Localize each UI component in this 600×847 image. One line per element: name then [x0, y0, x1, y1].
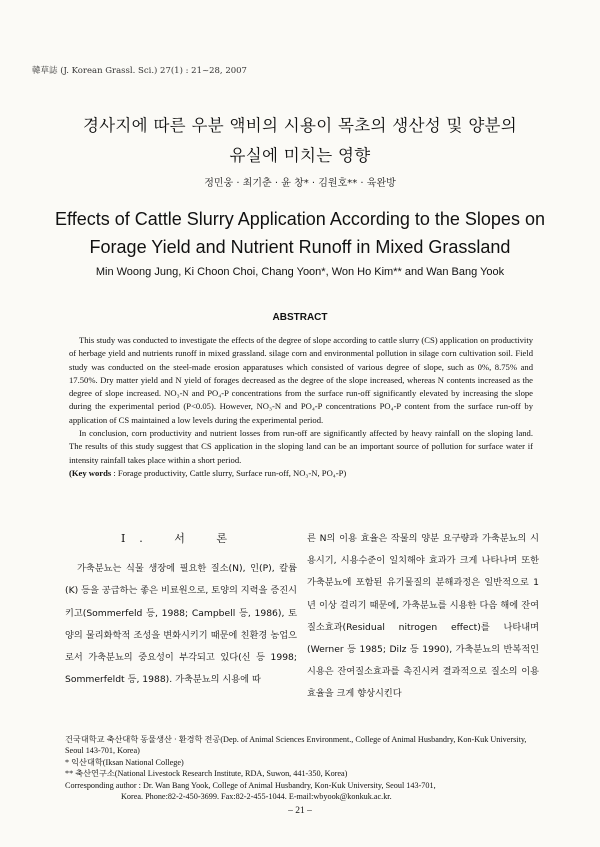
- left-column-text: 가축분뇨는 식물 생장에 필요한 질소(N), 인(P), 칼륨(K) 등을 공급하는 좋은 비료원으로, 토양의 지력을 증진시키고(Sommerfeld 등, 1988; Campbell 등, 1986), 토양의 물리화학적 조성을 변화시키기 때문에 친환경 농업으로서 가축분뇨의 중요성이 부각되고 있다(신 등 1998; Sommerfeldt 등, 1988). 가축분뇨의 시용에 따: [65, 563, 297, 686]
- keywords-text: : Forage productivity, Cattle slurry, Surface run-off, NO₃-N, PO₄-P): [111, 467, 347, 478]
- korean-title-line2: 유실에 미치는 영향: [229, 146, 371, 165]
- english-authors: Min Woong Jung, Ki Choon Choi, Chang Yoon*, Won Ho Kim** and Wan Bang Yook: [95, 266, 505, 278]
- footnotes: [65, 734, 545, 802]
- abstract-paragraph-1: This study was conducted to investigate the effects of the degree of slope according to cattle slurry (CS) application on productivity of herbage yield and nutrients runoff in mixed grassland. silage corn and environmental pollution in silage corn cultivation soil. Field study was conducted on the steel-made erosion apparatuses which consisted of various degree of slope, such as 0%, 8.75% and 17.50%. Dry matter yield and N yield of forages decreased as the degree of the slope increased, whereas N contents increased as the degree of slope increased. NO₃-N and PO₄-P concentrations from the surface run-off significantly elevated by increasing the slope during the experimental period (P<0.05). However, NO₃-N and PO₄-P concentrations PO₄-P content from the surface run-off by application of CS maintained a low levels during the experimental period.: [69, 335, 533, 425]
- footnote-nlri: ** 축산연구소(National Livestock Research Institute, RDA, Suwon, 441-350, Korea): [65, 769, 348, 779]
- section-title: I. 서 론: [120, 532, 242, 545]
- journal-citation: 韓草誌 (J. Korean Grassl. Sci.) 27(1) : 21~28, 2007: [32, 66, 247, 76]
- page-number: – 21 –: [288, 806, 312, 816]
- english-title-line1: Effects of Cattle Slurry Application According to the Slopes on: [55, 209, 545, 229]
- footnote-iksan: * 익산대학(Iksan National College): [65, 757, 184, 767]
- right-column: [307, 528, 539, 706]
- abstract-paragraph-2: In conclusion, corn productivity and nutrient losses from run-off are significantly affected by heavy rainfall on the sloping land. The results of this study suggest that CS application in the sloping land can be an important source of pollution for surface water if intensity rainfall takes place within a short period.: [69, 428, 533, 465]
- left-column: [65, 528, 297, 691]
- abstract-body: [69, 334, 533, 480]
- right-column-text: 른 N의 이용 효율은 작물의 양분 요구량과 가축분뇨의 시용시기, 시용수준이 일치해야 효과가 크게 나타나며 또한 가축분뇨에 포함된 유기물질의 분해과정은 일반적으로 1년 이상 걸리기 때문에, 가축분뇨를 시용한 다음 해에 잔여질소효과(Residual nitrogen effect)를 나타내며(Werner 등 1985; Dilz 등 1990), 가축분뇨의 반복적인 시용은 잔여질소효과를 촉진시켜 결과적으로 질소의 이용 효율을 크게 향상시킨다: [307, 533, 539, 700]
- footnote-contact: Korea. Phone:82-2-450-3699. Fax:82-2-455-1044. E-mail:wbyook@konkuk.ac.kr.: [121, 792, 392, 802]
- abstract-heading: ABSTRACT: [272, 312, 328, 323]
- english-title-line2: Forage Yield and Nutrient Runoff in Mixed Grassland: [89, 237, 511, 257]
- korean-title-line1: 경사지에 따른 우분 액비의 시용이 목초의 생산성 및 양분의: [82, 116, 518, 135]
- keywords-label: (Key words: [69, 467, 112, 478]
- keywords: [69, 467, 533, 480]
- footnote-corresponding: Corresponding author : Dr. Wan Bang Yook, College of Animal Husbandry, Kon-Kuk University, Seoul 143-701,: [65, 780, 436, 790]
- footnote-affiliation: 건국대학교 축산대학 동물생산 · 환경학 전공(Dep. of Animal Sciences Environment., College of Animal Husbandry, Kon-Kuk University, Seoul 143-701, Korea): [65, 735, 527, 756]
- korean-authors: 정민웅 · 최기춘 · 윤 창* · 김원호** · 육완방: [204, 178, 396, 189]
